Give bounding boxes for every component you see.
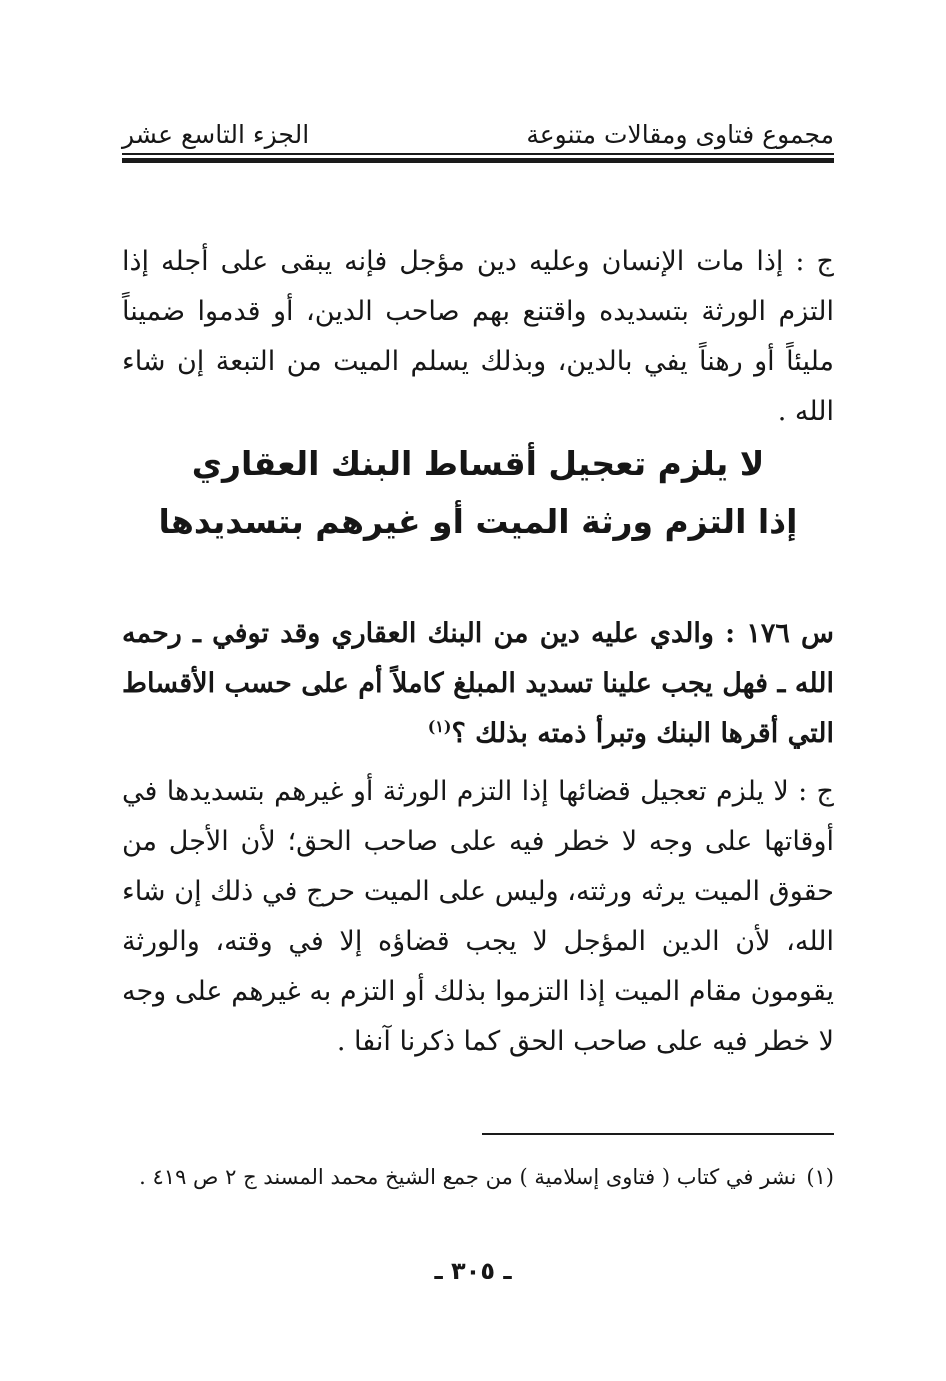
section-heading-line-1: لا يلزم تعجيل أقساط البنك العقاري xyxy=(191,444,765,483)
footnote-reference[interactable]: (١) xyxy=(427,717,452,736)
book-title: مجموع فتاوى ومقالات متنوعة xyxy=(526,120,834,149)
header-divider-thin xyxy=(122,153,834,155)
footnote-divider xyxy=(482,1133,834,1135)
footnote xyxy=(122,1158,834,1196)
answer-paragraph-1: ج : إذا مات الإنسان وعليه دين مؤجل فإنه يبقى على أجله إذا التزم الورثة بتسديده واقتنع بهم صاحب الدين، أو قدموا ضميناً مليئاً أو رهناً يفي بالدين، وبذلك يسلم الميت من التبعة إن شاء الله . xyxy=(122,246,834,427)
footnote-marker: (١) xyxy=(806,1165,834,1189)
footnote-text: نشر في كتاب ( فتاوى إسلامية ) من جمع الشيخ محمد المسند ج ٢ ص ٤١٩ . xyxy=(139,1165,797,1189)
running-header xyxy=(122,118,834,154)
answer-paragraph-2: ج : لا يلزم تعجيل قضائها إذا التزم الورثة أو غيرهم بتسديدها في أوقاتها على وجه لا خطر فيه على صاحب الحق؛ لأن الأجل من حقوق الميت يرثه ورثته، وليس على الميت حرج في ذلك إن شاء الله، لأن الدين المؤجل لا يجب قضاؤه إلا في وقته، والورثة يقومون مقام الميت إذا التزموا بذلك أو التزم به غيرهم على وجه لا خطر فيه على صاحب الحق كما ذكرنا آنفا . xyxy=(122,776,834,1057)
section-heading-line-2: إذا التزم ورثة الميت أو غيرهم بتسديدها xyxy=(158,502,798,541)
header-divider-thick xyxy=(122,158,834,163)
page-number: ـ ٣٠٥ ـ xyxy=(434,1257,512,1285)
volume-label: الجزء التاسع عشر xyxy=(122,120,310,149)
question-paragraph xyxy=(122,609,834,759)
section-heading xyxy=(122,435,834,551)
question-text: س ١٧٦ : والدي عليه دين من البنك العقاري وقد توفي ـ رحمه الله ـ فهل يجب علينا تسديد المبلغ كاملاً أم على حسب الأقساط التي أقرها البنك وتبرأ ذمته بذلك ؟ xyxy=(122,618,835,749)
